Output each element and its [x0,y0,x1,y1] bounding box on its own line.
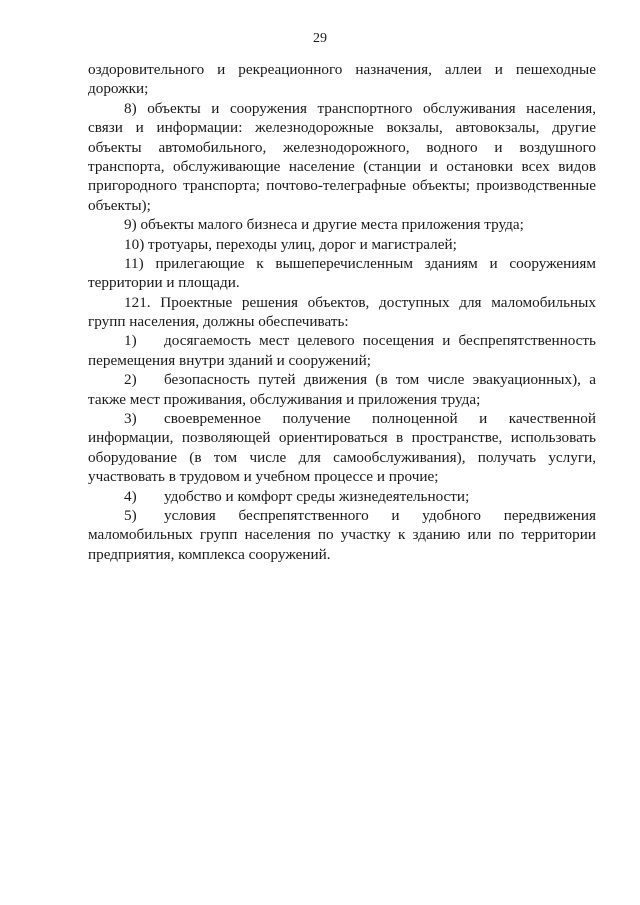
text-line: информации, позволяющей ориентироваться в пространстве, использовать [88,429,596,447]
item-number: 5) [124,506,137,524]
text-line: объекты автомобильного, железнодорожного, водного и воздушного [88,138,596,156]
requirement-item-4 [88,487,596,506]
page-number: 29 [313,31,327,46]
item-number: 1) [124,332,137,350]
text-line: предприятия, комплекса сооружений. [88,545,331,563]
text-line: перемещения внутри зданий и сооружений; [88,351,371,369]
text-line: также мест проживания, обслуживания и приложения труда; [88,390,481,408]
text-line: транспорта, обслуживающие население (станции и остановки всех видов [88,157,596,175]
text-line: связи и информации: железнодорожные вокзалы, автовокзалы, другие [88,119,596,137]
document-body [88,60,596,564]
item-text: удобство и комфорт среды жизнедеятельности; [164,487,470,505]
list-item-9: 9) объекты малого бизнеса и другие места приложения труда; [124,216,524,234]
item-text: безопасность путей движения (в том числе эвакуационных), а [164,371,596,389]
text-line: маломобильных групп населения по участку к зданию или по территории [88,526,596,544]
item-text: досягаемость мест целевого посещения и беспрепятственность [164,332,596,350]
item-number: 3) [124,410,137,428]
list-item-11: 11) прилегающие к вышеперечисленным зданиям и сооружениям [124,254,596,272]
section-121: 121. Проектные решения объектов, доступных для маломобильных [124,293,596,311]
text-line: оздоровительного и рекреационного назначения, аллеи и пешеходные [88,61,596,78]
item-text: своевременное получение полноценной и качественной [164,410,596,428]
requirement-item-3 [88,409,596,428]
text-line: объекты); [88,196,151,214]
item-number: 4) [124,487,137,505]
item-number: 2) [124,371,137,389]
requirement-item-1 [88,331,596,350]
text-line: участвовать в трудовом и учебном процессе и прочие; [88,468,439,486]
text-line: дорожки; [88,80,149,98]
list-item-8: 8) объекты и сооружения транспортного обслуживания населения, [124,99,596,117]
list-item-10: 10) тротуары, переходы улиц, дорог и магистралей; [124,235,457,253]
text-line: оборудование (в том числе для самообслуживания), получать услуги, [88,448,596,466]
item-text: условия беспрепятственного и удобного передвижения [164,506,596,524]
requirement-item-2 [88,370,596,389]
requirement-item-5 [88,506,596,525]
text-line: групп населения, должны обеспечивать: [88,313,349,331]
text-line: территории и площади. [88,274,240,292]
text-line: пригородного транспорта; почтово-телеграфные объекты; производственные [88,177,596,195]
